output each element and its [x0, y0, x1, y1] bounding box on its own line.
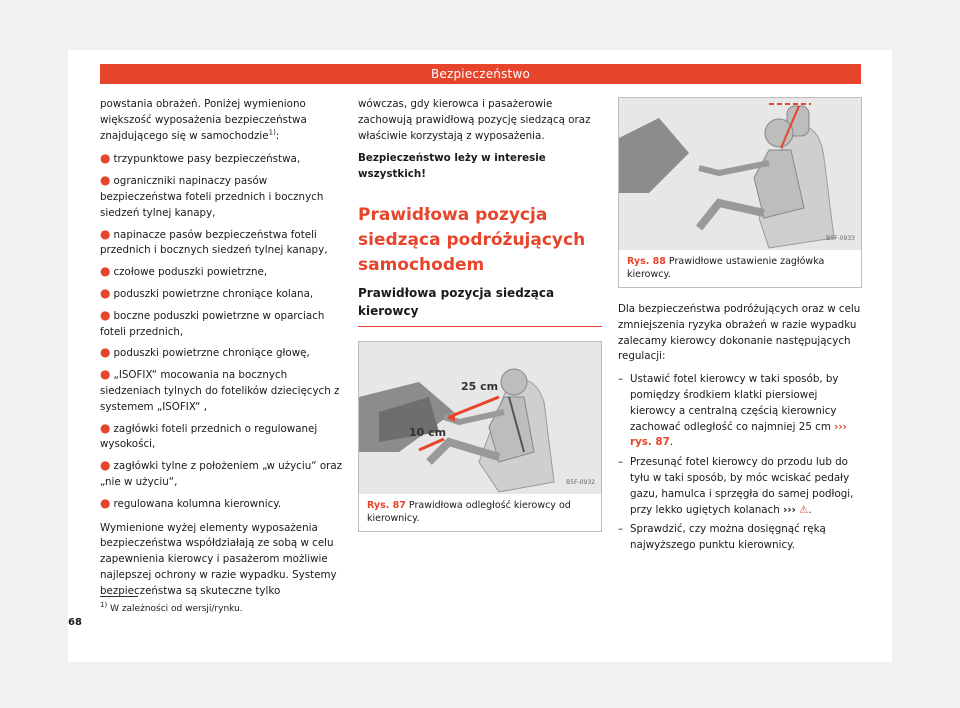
figure-image: [359, 342, 601, 494]
figure-caption: Rys. 87 Prawidłowa odległość kierowcy od kierownicy.: [367, 499, 571, 524]
list-item: – Przesunąć fotel kierowcy do przodu lub do tyłu w taki sposób, by móc wciskać pedały gazu, hamulca i sprzęgła do samej podłogi, przy lekko ugiętych kolanach ››› ⚠.: [618, 455, 862, 518]
bullet-icon: ●: [100, 420, 111, 435]
bullet-icon: ●: [100, 367, 111, 382]
figure-ref: Rys. 87: [367, 499, 406, 511]
figure-code: B5F-0933: [826, 235, 855, 243]
figure-88: [618, 97, 862, 288]
bullet-icon: ●: [100, 495, 111, 510]
list-item: ● napinacze pasów bezpieczeństwa foteli przednich i bocznych siedzeń tylnej kanapy,: [100, 226, 328, 257]
bullet-icon: ●: [100, 345, 111, 360]
distance-label-10: 10 cm: [409, 425, 447, 439]
driver-distance-illustration: [359, 342, 601, 494]
intro-end: :: [275, 129, 280, 142]
paragraph: wówczas, gdy kierowca i pasażerowie zachowują prawidłową pozycję siedzącą oraz właściwie korzystają z wyposażenia.: [358, 98, 591, 142]
footnote: $^{1)}$ W zależności od wersji/rynku.: [100, 601, 243, 614]
figure-87: [358, 341, 602, 532]
bullet-icon: ●: [100, 264, 111, 279]
warning-link[interactable]: ›››: [783, 503, 796, 516]
list-item: ● poduszki powietrzne chroniące kolana,: [100, 285, 314, 300]
list-item: ● zagłówki foteli przednich o regulowanej wysokości,: [100, 420, 318, 451]
equipment-list: [100, 151, 345, 512]
section-heading: Prawidłowa pozycja siedząca podróżujących samochodem: [358, 204, 586, 275]
bullet-icon: ●: [100, 226, 111, 241]
headrest-illustration: [619, 98, 861, 250]
list-item: ● regulowana kolumna kierownicy.: [100, 495, 282, 510]
intro-paragraph: [100, 97, 345, 144]
list-item: ● trzypunktowe pasy bezpieczeństwa,: [100, 151, 301, 166]
paragraph: Dla bezpieczeństwa podróżujących oraz w celu zmniejszenia ryzyka obrażeń w razie wypadku zalecamy kierowcy dokonanie następujących regulacji:: [618, 303, 861, 363]
list-item: – Ustawić fotel kierowcy w taki sposób, by pomiędzy środkiem klatki piersiowej kierowcy a centralną częścią kierownicy zachować odległość co najmniej 25 cm ››› rys. 87.: [618, 372, 862, 451]
distance-label-25: 25 cm: [461, 379, 499, 393]
warning-icon: ⚠: [799, 503, 809, 516]
figure-caption: Rys. 88 Prawidłowe ustawienie zagłówka kierowcy.: [627, 256, 825, 280]
bullet-icon: ●: [100, 173, 111, 188]
page-number: 68: [68, 617, 82, 628]
bold-statement: Bezpieczeństwo leży w interesie wszystkich!: [358, 152, 546, 181]
column-left: [100, 97, 345, 607]
list-item: ● poduszki powietrzne chroniące głowę,: [100, 345, 310, 360]
column-right: [618, 97, 862, 558]
list-item: ● zagłówki tylne z położeniem „w użyciu“ oraz „nie w użyciu“,: [100, 458, 343, 488]
figure-link[interactable]: ››› rys. 87: [630, 420, 847, 449]
bullet-icon: ●: [100, 458, 111, 473]
subsection-heading: Prawidłowa pozycja siedząca kierowcy: [358, 284, 602, 327]
footnote-divider: [100, 596, 138, 597]
figure-code: B5F-0932: [566, 479, 595, 487]
outro-paragraph: Wymienione wyżej elementy wyposażenia bezpieczeństwa współdziałają ze sobą w celu zapewnienia kierowcy i pasażerom możliwie najlepszej ochrony w razie wypadku. Systemy bezpieczeństwa są skuteczne tylko: [100, 521, 337, 597]
list-item: ● boczne poduszki powietrzne w oparciach foteli przednich,: [100, 307, 325, 338]
figure-ref: Rys. 88: [627, 256, 666, 267]
bullet-icon: ●: [100, 285, 111, 300]
figure-image: [619, 98, 861, 250]
list-item: ● ograniczniki napinaczy pasów bezpieczeństwa foteli przednich i bocznych siedzeń tylnej kanapy,: [100, 173, 324, 219]
list-item: – Sprawdzić, czy można dosięgnąć ręką najwyższego punktu kierownicy.: [618, 522, 862, 554]
list-item: ● czołowe poduszki powietrzne,: [100, 264, 268, 279]
footnote-ref[interactable]: 1): [268, 128, 276, 137]
section-header: Bezpieczeństwo: [100, 64, 861, 84]
bullet-icon: ●: [100, 151, 111, 166]
list-item: ● „ISOFIX“ mocowania na bocznych siedzeniach tylnych do fotelików dziecięcych z systemem „ISOFIX“ ,: [100, 367, 340, 413]
column-middle: [358, 97, 602, 532]
intro-text: powstania obrażeń. Poniżej wymieniono większość wyposażenia bezpieczeństwa znajdującego się w samochodzie: [100, 98, 307, 142]
bullet-icon: ●: [100, 307, 111, 322]
adjustment-list: [618, 372, 862, 554]
